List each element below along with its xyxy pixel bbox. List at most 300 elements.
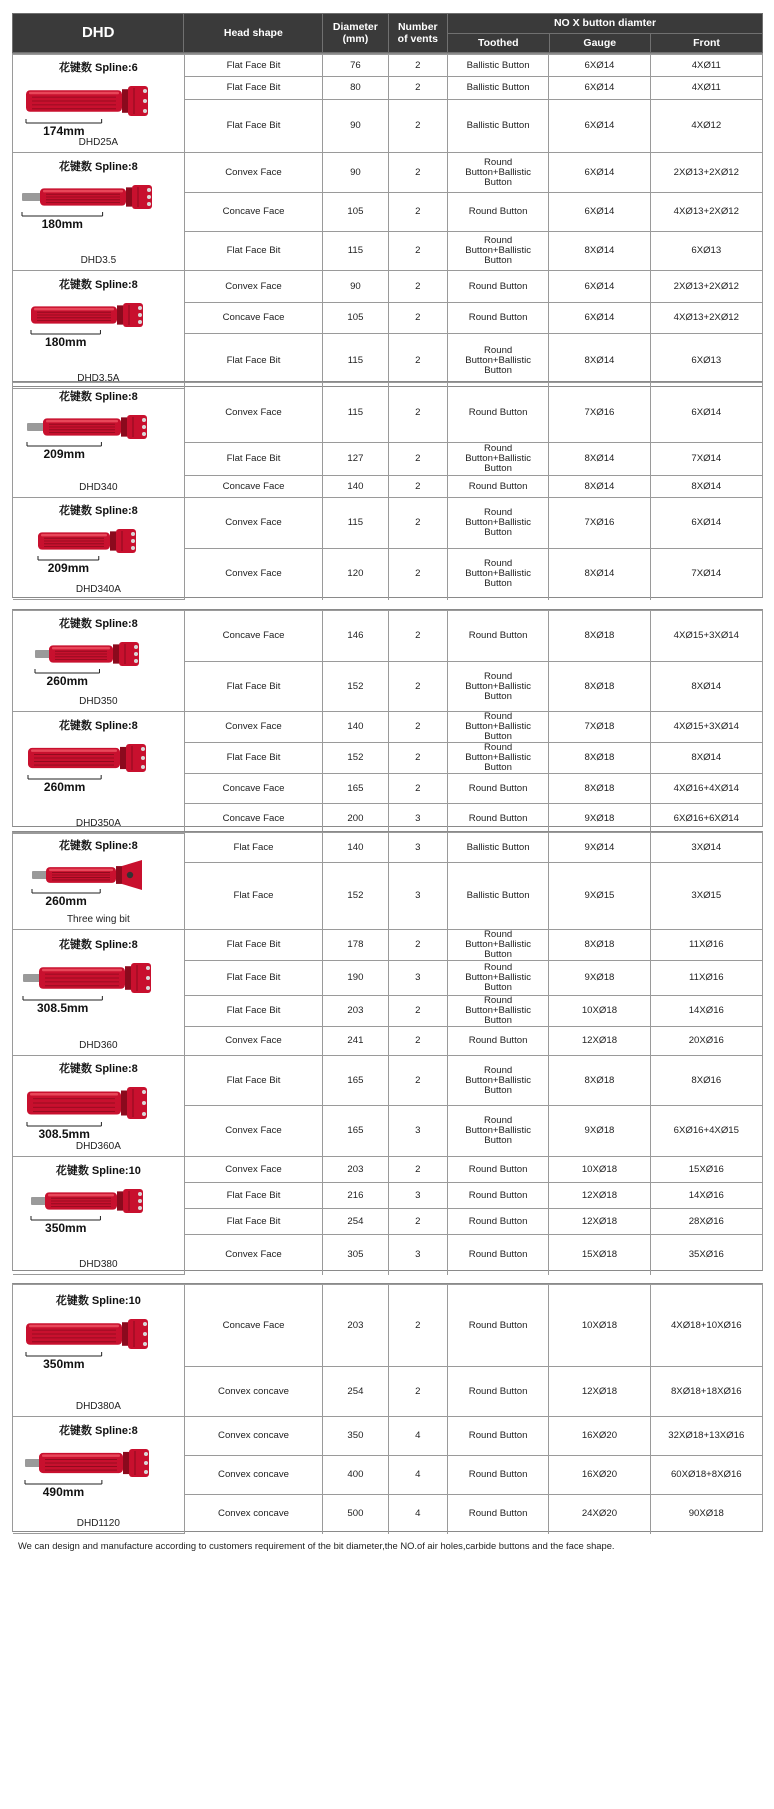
cell-gauge: 8XØ18 <box>549 743 650 774</box>
cell-gauge: 12XØ18 <box>549 1027 650 1056</box>
bit-highlight <box>43 190 123 193</box>
bit-neck <box>121 418 127 437</box>
cell-vents: 2 <box>388 743 447 774</box>
cell-vents: 3 <box>388 833 447 863</box>
cell-shape: Concave Face <box>184 611 323 662</box>
cell-gauge: 8XØ18 <box>549 930 650 961</box>
cell-diameter: 127 <box>323 443 388 476</box>
cell-shape: Concave Face <box>184 774 323 804</box>
cell-front: 8XØ18+18XØ16 <box>650 1367 762 1417</box>
spline-label: 花键数 Spline:8 <box>58 279 138 292</box>
cell-front: 4XØ13+2XØ12 <box>650 303 762 334</box>
cell-front: 4XØ11 <box>650 55 762 77</box>
cell-front: 11XØ16 <box>650 961 762 996</box>
cell-gauge: 24XØ20 <box>549 1495 650 1534</box>
cell-shape: Concave Face <box>184 476 323 498</box>
cell-toothed: Round Button+Ballistic Button <box>447 743 548 774</box>
bit-highlight <box>52 647 110 650</box>
model-name: DHD3.5 <box>80 255 117 266</box>
table-header <box>12 13 763 53</box>
bit-carbide-button <box>143 89 147 93</box>
cell-diameter: 216 <box>323 1183 388 1209</box>
cell-shape: Convex Face <box>184 383 323 443</box>
cell-vents: 3 <box>388 1183 447 1209</box>
cell-toothed: Round Button+Ballistic Button <box>447 232 548 271</box>
cell-toothed: Round Button <box>447 1285 548 1367</box>
cell-diameter: 165 <box>323 1106 388 1157</box>
length-label: 260mm <box>45 893 87 908</box>
cell-front: 6XØ14 <box>650 383 762 443</box>
drill-bit-image <box>17 1179 157 1223</box>
bit-carbide-button <box>131 532 135 536</box>
bit-neck <box>113 644 119 663</box>
length-label: 350mm <box>45 1221 87 1236</box>
cell-toothed: Round Button <box>447 1027 548 1056</box>
cell-shape: Flat Face Bit <box>184 961 323 996</box>
cell-front: 7XØ14 <box>650 549 762 600</box>
bit-neck <box>123 1452 129 1474</box>
cell-gauge: 8XØ14 <box>549 443 650 476</box>
cell-gauge: 8XØ18 <box>549 774 650 804</box>
cell-vents: 3 <box>388 863 447 930</box>
cell-vents: 2 <box>388 1056 447 1106</box>
spec-block <box>12 53 763 387</box>
cell-diameter: 76 <box>323 55 388 77</box>
cell-vents: 2 <box>388 662 447 712</box>
cell-gauge: 6XØ14 <box>549 303 650 334</box>
cell-diameter: 115 <box>323 232 388 271</box>
table-row <box>13 930 762 961</box>
bit-carbide-button <box>142 1101 146 1105</box>
bit-highlight <box>30 1093 118 1096</box>
bit-carbide-button <box>142 418 146 422</box>
cell-toothed: Round Button <box>447 1417 548 1456</box>
cell-vents: 2 <box>388 1027 447 1056</box>
cell-shape: Flat Face Bit <box>184 662 323 712</box>
spline-label: 花键数 Spline:8 <box>58 391 138 404</box>
spline-label: 花键数 Spline:8 <box>58 161 138 174</box>
cell-shape: Flat Face Bit <box>184 743 323 774</box>
cell-shape: Flat Face Bit <box>184 232 323 271</box>
bit-carbide-button <box>146 976 150 980</box>
cell-toothed: Round Button <box>447 774 548 804</box>
cell-shape: Convex concave <box>184 1367 323 1417</box>
footer-note: We can design and manufacture according to customers requirement of the bit diameter,the NO.of air holes,carbide buttons and the face shape. <box>18 1540 615 1551</box>
model-name: DHD360A <box>75 1141 121 1152</box>
cell-shape: Concave Face <box>184 804 323 834</box>
drill-bit-image <box>17 632 157 676</box>
cell-shape: Flat Face Bit <box>184 55 323 77</box>
cell-gauge: 9XØ18 <box>549 804 650 834</box>
cell-vents: 2 <box>388 153 447 193</box>
cell-diameter: 165 <box>323 1056 388 1106</box>
model-cell <box>13 271 184 389</box>
cell-diameter: 350 <box>323 1417 388 1456</box>
table-row <box>13 1157 762 1183</box>
cell-vents: 2 <box>388 193 447 232</box>
model-cell <box>13 498 184 600</box>
model-name: DHD380 <box>79 1259 118 1270</box>
cell-diameter: 140 <box>323 476 388 498</box>
cell-diameter: 200 <box>323 804 388 834</box>
cell-front: 4XØ13+2XØ12 <box>650 193 762 232</box>
cell-vents: 2 <box>388 1285 447 1367</box>
bit-neck <box>117 306 123 325</box>
bit-carbide-button <box>138 1192 142 1196</box>
cell-gauge: 10XØ18 <box>549 1285 650 1367</box>
cell-front: 4XØ16+4XØ14 <box>650 774 762 804</box>
model-name: DHD340A <box>75 584 121 595</box>
bit-carbide-button <box>141 765 145 769</box>
bit-neck <box>122 1322 128 1346</box>
drill-bit-image <box>17 734 157 782</box>
bit-carbide-button <box>147 188 151 192</box>
cell-front: 60XØ18+8XØ16 <box>650 1456 762 1495</box>
table-row <box>13 1285 762 1367</box>
cell-toothed: Round Button+Ballistic Button <box>447 662 548 712</box>
cell-front: 6XØ13 <box>650 334 762 389</box>
spec-table <box>13 610 762 834</box>
table-row <box>13 833 762 863</box>
cell-front: 6XØ16+4XØ15 <box>650 1106 762 1157</box>
cell-toothed: Round Button+Ballistic Button <box>447 334 548 389</box>
cell-front: 3XØ15 <box>650 863 762 930</box>
bit-highlight <box>42 1455 120 1458</box>
table-row <box>13 383 762 443</box>
cell-gauge: 6XØ14 <box>549 77 650 100</box>
cell-shape: Flat Face <box>184 863 323 930</box>
cell-toothed: Round Button+Ballistic Button <box>447 153 548 193</box>
cell-shape: Flat Face Bit <box>184 100 323 153</box>
model-name: DHD350 <box>79 696 118 707</box>
cell-front: 28XØ16 <box>650 1209 762 1235</box>
cell-gauge: 8XØ14 <box>549 334 650 389</box>
spline-label: 花键数 Spline:8 <box>58 1063 138 1076</box>
cell-gauge: 9XØ18 <box>549 1106 650 1157</box>
bit-carbide-button <box>142 1090 146 1094</box>
bit-carbide-button <box>134 659 138 663</box>
cell-shape: Convex Face <box>184 549 323 600</box>
cell-gauge: 9XØ18 <box>549 961 650 996</box>
cell-diameter: 115 <box>323 334 388 389</box>
cell-diameter: 165 <box>323 774 388 804</box>
length-label: 308.5mm <box>36 1000 89 1015</box>
model-name: Three wing bit <box>66 914 130 925</box>
table-row <box>13 611 762 662</box>
model-name: DHD1120 <box>76 1518 120 1529</box>
cell-front: 14XØ16 <box>650 996 762 1027</box>
cell-front: 3XØ14 <box>650 833 762 863</box>
model-name: DHD350A <box>75 818 121 829</box>
cell-toothed: Round Button <box>447 1183 548 1209</box>
cell-front: 4XØ18+10XØ16 <box>650 1285 762 1367</box>
cell-shape: Flat Face Bit <box>184 996 323 1027</box>
cell-shape: Flat Face Bit <box>184 930 323 961</box>
cell-toothed: Ballistic Button <box>447 77 548 100</box>
cell-toothed: Round Button <box>447 1157 548 1183</box>
bit-highlight <box>49 868 113 871</box>
cell-front: 20XØ16 <box>650 1027 762 1056</box>
drill-bit-image <box>17 519 157 563</box>
header-head-shape: Head shape <box>184 14 323 53</box>
cell-gauge: 16XØ20 <box>549 1456 650 1495</box>
cell-gauge: 8XØ14 <box>549 232 650 271</box>
cell-vents: 2 <box>388 930 447 961</box>
cell-front: 90XØ18 <box>650 1495 762 1534</box>
cell-front: 4XØ11 <box>650 77 762 100</box>
bit-carbide-button <box>142 432 146 436</box>
cell-gauge: 8XØ18 <box>549 611 650 662</box>
bit-carbide-button <box>138 1206 142 1210</box>
bit-highlight <box>29 1324 119 1327</box>
cell-gauge: 8XØ18 <box>549 1056 650 1106</box>
cell-gauge: 6XØ14 <box>549 271 650 303</box>
bit-neck <box>116 866 122 884</box>
cell-vents: 2 <box>388 1157 447 1183</box>
cell-toothed: Round Button <box>447 476 548 498</box>
drill-bit-image <box>17 854 157 896</box>
cell-gauge: 6XØ14 <box>549 55 650 77</box>
drill-bit-image <box>17 1309 157 1359</box>
cell-toothed: Round Button+Ballistic Button <box>447 443 548 476</box>
spec-table <box>13 382 762 600</box>
cell-toothed: Ballistic Button <box>447 55 548 77</box>
cell-shape: Convex Face <box>184 1106 323 1157</box>
cell-diameter: 500 <box>323 1495 388 1534</box>
bit-carbide-button <box>143 109 147 113</box>
bit-carbide-button <box>134 652 138 656</box>
cell-vents: 3 <box>388 1106 447 1157</box>
spec-block <box>12 609 763 827</box>
cell-vents: 3 <box>388 961 447 996</box>
cell-vents: 2 <box>388 271 447 303</box>
bit-carbide-button <box>131 539 135 543</box>
length-label: 174mm <box>43 123 85 138</box>
spline-label: 花键数 Spline:10 <box>55 1294 141 1307</box>
bit-neck <box>110 532 116 551</box>
cell-shape: Convex Face <box>184 271 323 303</box>
bit-highlight <box>46 420 118 423</box>
model-cell <box>13 611 184 712</box>
cell-shape: Convex Face <box>184 712 323 743</box>
cell-shape: Convex concave <box>184 1417 323 1456</box>
cell-front: 8XØ14 <box>650 476 762 498</box>
model-cell <box>13 712 184 834</box>
cell-toothed: Round Button+Ballistic Button <box>447 961 548 996</box>
drill-bit-image <box>17 1439 157 1487</box>
cell-shape: Flat Face <box>184 833 323 863</box>
header-button-group: NO X button diamter <box>448 14 763 34</box>
model-cell <box>13 1417 184 1534</box>
cell-toothed: Round Button <box>447 1495 548 1534</box>
cell-toothed: Round Button <box>447 271 548 303</box>
cell-gauge: 6XØ14 <box>549 193 650 232</box>
cell-front: 7XØ14 <box>650 443 762 476</box>
bit-carbide-button <box>131 546 135 550</box>
spline-label: 花键数 Spline:8 <box>58 1425 138 1438</box>
bit-carbide-button <box>143 1322 147 1326</box>
cell-front: 8XØ14 <box>650 662 762 712</box>
cell-gauge: 12XØ18 <box>549 1209 650 1235</box>
bit-carbide-button <box>143 99 147 103</box>
cell-gauge: 9XØ14 <box>549 833 650 863</box>
cell-diameter: 140 <box>323 833 388 863</box>
bit-carbide-button <box>141 756 145 760</box>
spec-block <box>12 831 763 1271</box>
bit-carbide-button <box>143 1342 147 1346</box>
cell-vents: 2 <box>388 712 447 743</box>
cell-gauge: 6XØ14 <box>549 153 650 193</box>
cell-shape: Concave Face <box>184 303 323 334</box>
cell-shape: Convex concave <box>184 1456 323 1495</box>
drill-bit-image <box>17 1077 157 1129</box>
cell-front: 6XØ16+6XØ14 <box>650 804 762 834</box>
cell-vents: 2 <box>388 100 447 153</box>
bit-carbide-button <box>138 320 142 324</box>
cell-diameter: 203 <box>323 996 388 1027</box>
spec-block <box>12 381 763 598</box>
table-row <box>13 153 762 193</box>
model-cell <box>13 833 184 930</box>
bit-carbide-button <box>147 202 151 206</box>
cell-shape: Flat Face Bit <box>184 334 323 389</box>
cell-diameter: 140 <box>323 712 388 743</box>
model-name: DHD340 <box>79 482 118 493</box>
cell-gauge: 7XØ18 <box>549 712 650 743</box>
header-vents: Number of vents <box>388 14 447 53</box>
model-name: DHD25A <box>78 137 119 148</box>
cell-shape: Convex Face <box>184 498 323 549</box>
cell-shape: Flat Face Bit <box>184 1056 323 1106</box>
cell-vents: 2 <box>388 334 447 389</box>
cell-gauge: 8XØ18 <box>549 662 650 712</box>
spec-table <box>13 54 762 389</box>
spline-label: 花键数 Spline:10 <box>55 1165 141 1178</box>
model-cell <box>13 153 184 271</box>
cell-front: 6XØ13 <box>650 232 762 271</box>
bit-highlight <box>42 969 122 972</box>
cell-front: 4XØ15+3XØ14 <box>650 712 762 743</box>
model-cell <box>13 1157 184 1275</box>
cell-vents: 2 <box>388 476 447 498</box>
length-label: 209mm <box>43 447 85 462</box>
cell-vents: 2 <box>388 996 447 1027</box>
cell-gauge: 6XØ14 <box>549 100 650 153</box>
cell-toothed: Ballistic Button <box>447 100 548 153</box>
cell-shape: Convex Face <box>184 1157 323 1183</box>
cell-vents: 2 <box>388 549 447 600</box>
length-label: 180mm <box>41 217 83 232</box>
cell-vents: 2 <box>388 1367 447 1417</box>
cell-toothed: Round Button+Ballistic Button <box>447 1106 548 1157</box>
cell-diameter: 115 <box>323 498 388 549</box>
model-cell <box>13 1285 184 1417</box>
bit-carbide-button <box>143 1332 147 1336</box>
bit-carbide-button <box>144 1452 148 1456</box>
cell-front: 6XØ14 <box>650 498 762 549</box>
bit-carbide-button <box>144 1461 148 1465</box>
cell-toothed: Round Button+Ballistic Button <box>447 930 548 961</box>
cell-diameter: 80 <box>323 77 388 100</box>
cell-gauge: 16XØ20 <box>549 1417 650 1456</box>
bit-carbide-button <box>138 306 142 310</box>
cell-shape: Convex concave <box>184 1495 323 1534</box>
cell-toothed: Round Button <box>447 303 548 334</box>
cell-front: 8XØ16 <box>650 1056 762 1106</box>
bit-neck <box>125 966 131 990</box>
cell-vents: 2 <box>388 77 447 100</box>
bit-carbide-button <box>138 313 142 317</box>
bit-highlight <box>34 308 114 311</box>
cell-diameter: 152 <box>323 863 388 930</box>
cell-front: 32XØ18+13XØ16 <box>650 1417 762 1456</box>
header-toothed: Toothed <box>448 33 549 53</box>
cell-toothed: Round Button <box>447 611 548 662</box>
length-label: 490mm <box>42 1485 85 1500</box>
cell-shape: Flat Face Bit <box>184 1209 323 1235</box>
model-cell <box>13 383 184 498</box>
model-cell <box>13 55 184 153</box>
model-name: DHD380A <box>75 1401 121 1412</box>
spline-label: 花键数 Spline:8 <box>58 720 138 733</box>
cell-vents: 2 <box>388 55 447 77</box>
cell-diameter: 146 <box>323 611 388 662</box>
cell-diameter: 115 <box>323 383 388 443</box>
cell-gauge: 10XØ18 <box>549 996 650 1027</box>
cell-diameter: 105 <box>323 303 388 334</box>
drill-bit-image <box>17 293 157 337</box>
drill-bit-image <box>17 175 157 219</box>
cell-diameter: 254 <box>323 1367 388 1417</box>
spline-label: 花键数 Spline:8 <box>58 618 138 631</box>
cell-toothed: Ballistic Button <box>447 833 548 863</box>
cell-gauge: 15XØ18 <box>549 1235 650 1275</box>
cell-vents: 2 <box>388 383 447 443</box>
cell-vents: 2 <box>388 498 447 549</box>
cell-diameter: 178 <box>323 930 388 961</box>
cell-toothed: Round Button <box>447 1235 548 1275</box>
length-label: 308.5mm <box>38 1127 90 1142</box>
cell-diameter: 400 <box>323 1456 388 1495</box>
cell-vents: 3 <box>388 1235 447 1275</box>
length-label: 180mm <box>45 335 87 350</box>
cell-toothed: Round Button <box>447 193 548 232</box>
cell-gauge: 12XØ18 <box>549 1183 650 1209</box>
cell-diameter: 203 <box>323 1285 388 1367</box>
cell-front: 4XØ15+3XØ14 <box>650 611 762 662</box>
bit-carbide-button <box>146 986 150 990</box>
table-row <box>13 1056 762 1106</box>
bit-highlight <box>31 750 117 753</box>
cell-diameter: 241 <box>323 1027 388 1056</box>
bit-carbide-button <box>134 645 138 649</box>
cell-vents: 2 <box>388 774 447 804</box>
cell-toothed: Ballistic Button <box>447 863 548 930</box>
spec-table <box>13 1284 762 1534</box>
table-row <box>13 712 762 743</box>
cell-gauge: 8XØ14 <box>549 549 650 600</box>
cell-toothed: Round Button <box>447 383 548 443</box>
cell-vents: 4 <box>388 1417 447 1456</box>
cell-shape: Concave Face <box>184 193 323 232</box>
cell-toothed: Round Button+Ballistic Button <box>447 549 548 600</box>
cell-gauge: 7XØ16 <box>549 383 650 443</box>
length-label: 260mm <box>43 780 86 795</box>
cell-vents: 2 <box>388 443 447 476</box>
cell-shape: Flat Face Bit <box>184 443 323 476</box>
bit-wing-hole <box>127 872 133 878</box>
cell-vents: 3 <box>388 804 447 834</box>
